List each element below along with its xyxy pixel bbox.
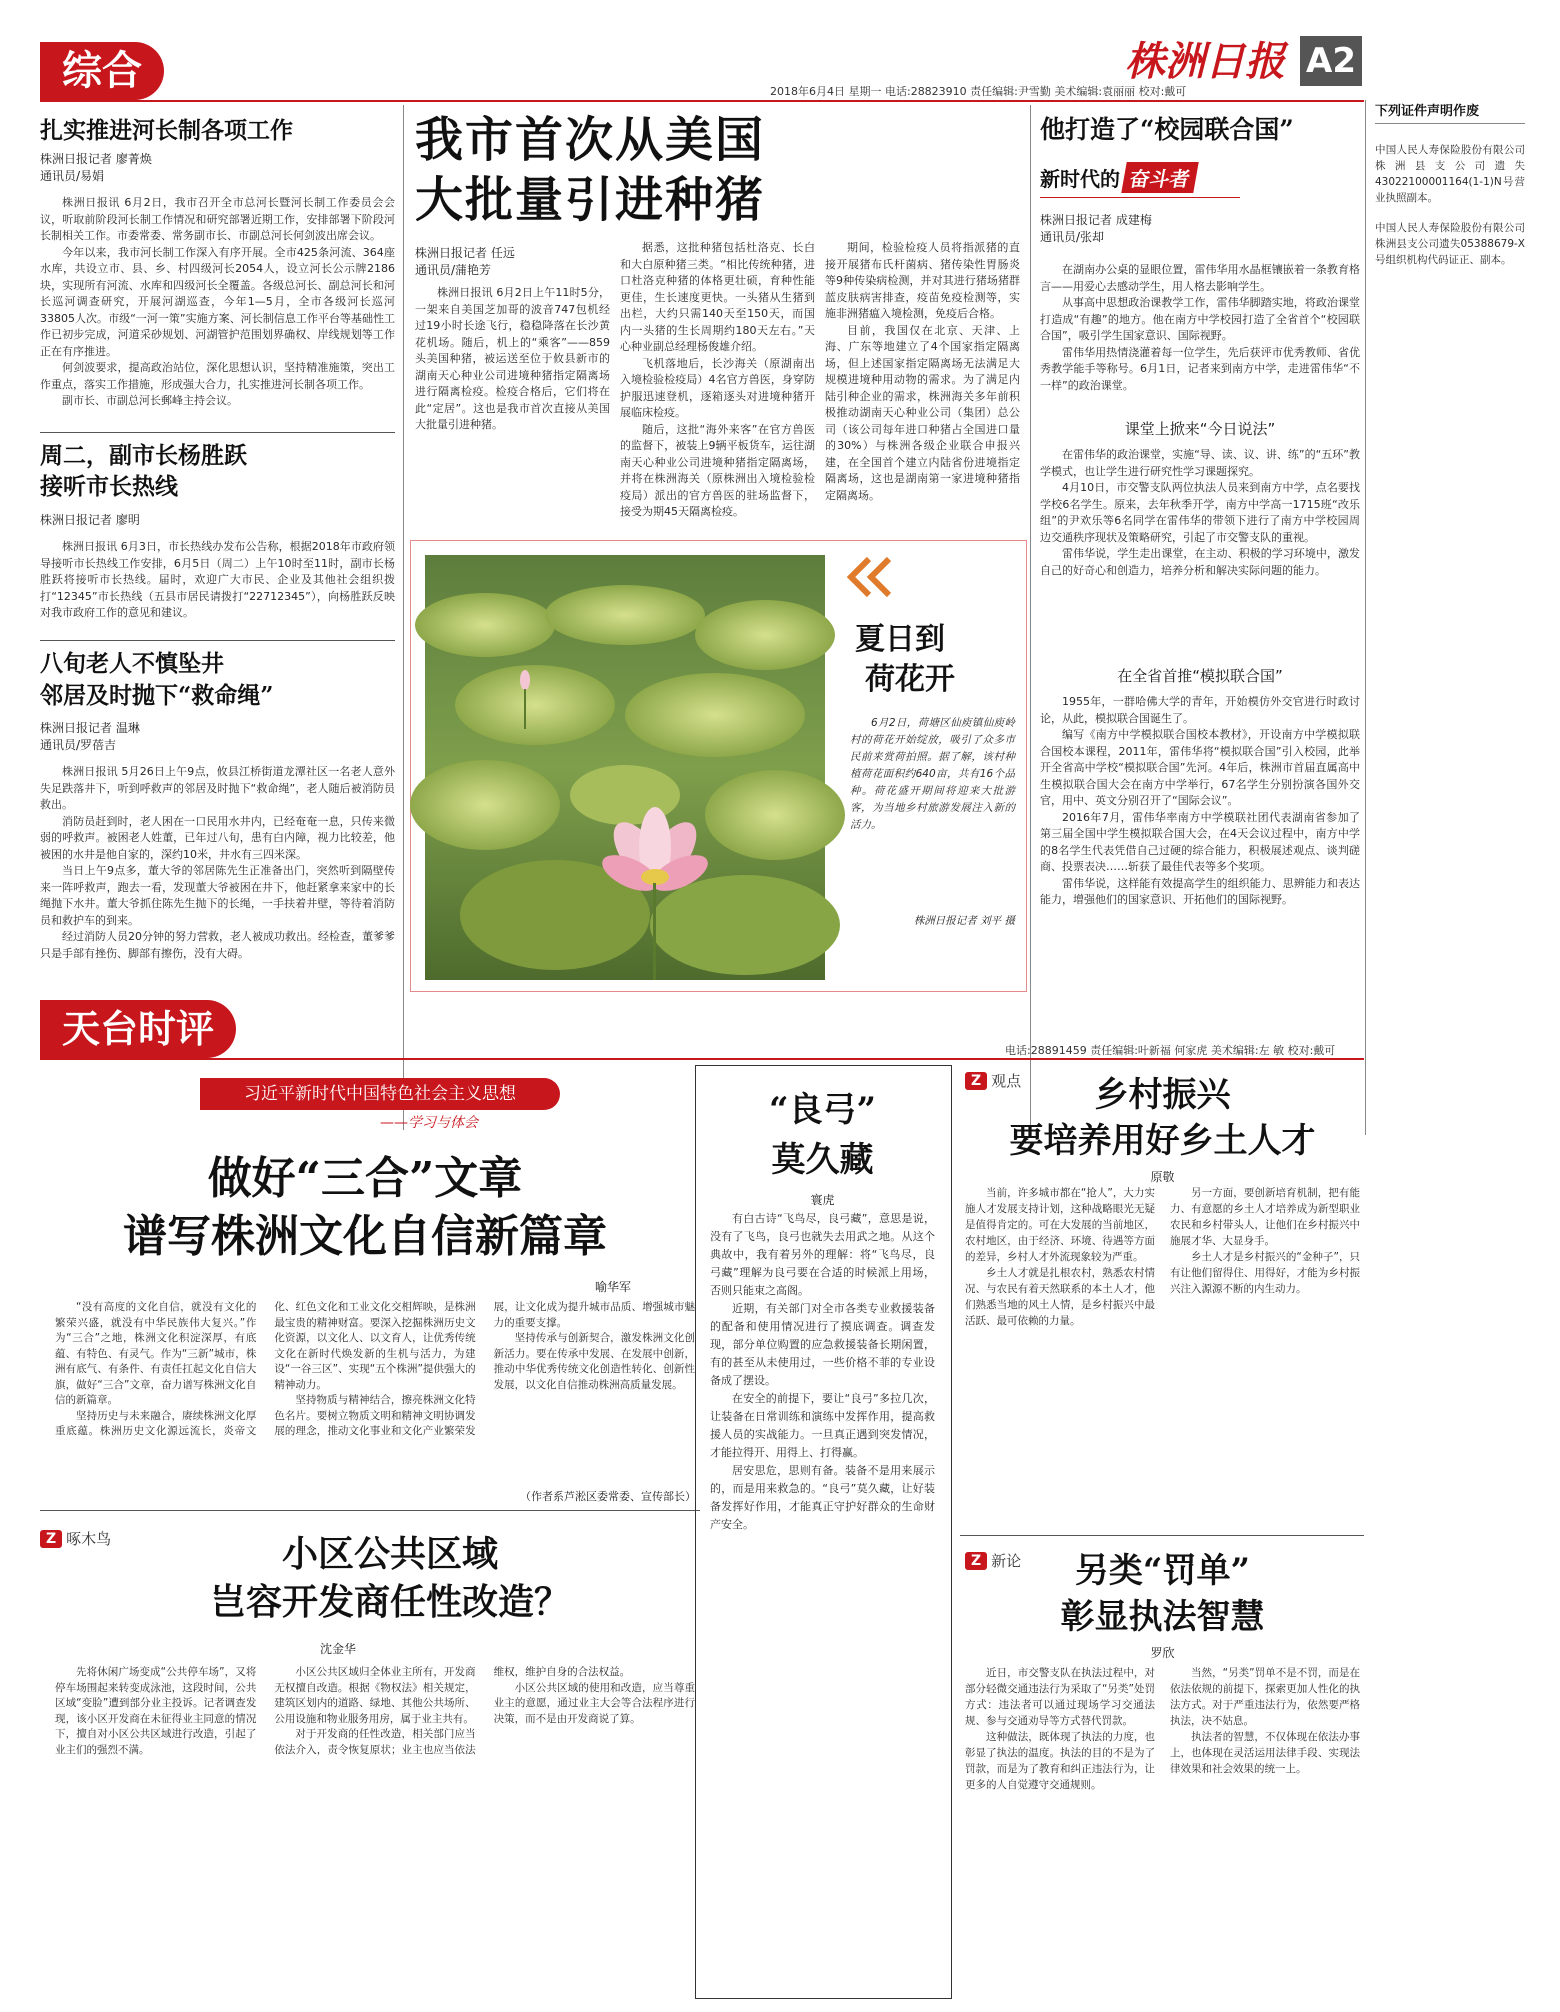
section-banner: 综合 — [40, 42, 164, 100]
article-body — [40, 195, 395, 427]
paragraph: 消防员赶到时，老人困在一口民用水井内，已经奄奄一息，只传来微弱的呼救声。被困老人姓董，已年过八旬，患有白内障，视力比较差，他被困的水井是他自家的，深约10米，井水有三四米深。 — [40, 814, 395, 861]
fine-headline — [965, 1548, 1360, 1661]
paragraph: 今年以来，我市河长制工作深入有序开展。全市425条河流、364座水库，共设立市、县、乡、村四级河长2054人，设立河长公示牌2186块，实现所有河流、水库和四级河长全覆盖。各级总河长、副总河长和河长巡河调查研究，开展河湖巡查，今年1—5月，全市各级河长巡河33805人次。市级“一河一策”实施方案、河长制信息工作平台等基础性工作已初步完成，河道采砂规划、河湖管护范围划界确权、岸线规划等工作正在有序推进。 — [40, 245, 395, 358]
headline: 岂容开发商任性改造？ — [209, 1581, 570, 1623]
column-label: 啄木鸟 — [66, 1530, 112, 1548]
paragraph: 雷伟华说，学生走出课堂，在主动、积极的学习环境中，激发自己的好奇心和创造力，培养分析和解决实际问题的能力。 — [1040, 547, 1360, 577]
theme-sub: ——学习与体会 — [380, 1115, 478, 1131]
paragraph: 在安全的前提下，要让“良弓”多拉几次，让装备在日常训练和演练中发挥作用，提高救援人员的实战能力。一旦真正遇到突发情况，才能拉得开、用得上、打得赢。 — [710, 1392, 935, 1459]
headline: 彰显执法智慧 — [1060, 1597, 1265, 1637]
byline: 株洲日报记者 廖明 — [40, 513, 140, 527]
photo-credit: 株洲日报记者 刘平 摄 — [913, 915, 1015, 927]
headline: 谱写株洲文化自信新篇章 — [123, 1211, 607, 1262]
paragraph: 编写《南方中学模拟联合国校本教材》，开设南方中学模拟联合国校本课程，2011年，雷伟华将“模拟联合国”引入校园，此举开全省高中学校“模拟联合国”先河。4年后，株洲市首届直属高中生模拟联合国大会在南方中学举行，67名学生分别扮演各国外交官，用中、英文分别召开了“国际会议”。 — [1040, 728, 1360, 807]
paragraph: 当日上午9点多，董大爷的邻居陈先生正准备出门，突然听到隔壁传来一阵呼救声，跑去一看，发现董大爷被困在井下，他赶紧拿来家中的长绳抛下水井。董大爷抓住陈先生抛下的长绳，一手扶着井壁，等待着消防员和救护车的到来。 — [40, 864, 395, 927]
article-river-chief — [40, 112, 395, 427]
paragraph: 1955年，一群哈佛大学的青年，开始模仿外交官进行时政讨论，从此，模拟联合国诞生了。 — [1040, 695, 1360, 725]
author: 沈金华 — [320, 1642, 357, 1656]
notice-box — [1375, 100, 1525, 268]
paragraph: 飞机落地后，长沙海关（原湖南出入境检验检疫局）4名官方兽医，身穿防护服迅速登机，逐箱逐头对进境种猪开展临床检疫。 — [620, 356, 815, 419]
lead-headline: 我市首次从美国 — [415, 112, 766, 168]
author: 罗欣 — [1150, 1646, 1175, 1660]
feature-tag: 新时代的 — [1040, 167, 1120, 191]
paragraph: 有白古诗“飞鸟尽，良弓藏”，意思是说，没有了飞鸟，良弓也就失去用武之地。从这个典故中，我有着另外的理解：将“飞鸟尽，良弓藏”理解为良弓要在合适的时候派上用场，否则只能束之高阁。 — [710, 1212, 935, 1297]
paragraph: 乡土人才就是扎根农村，熟悉农村情况、与农民有着天然联系的本土人才，他们熟悉当地的风土人情，是乡村振兴中最活跃、最可依赖的力量。 — [965, 1267, 1155, 1327]
headline: 周二，副市长杨胜跃 — [40, 442, 247, 469]
theme-banner: 习近平新时代中国特色社会主义思想 — [200, 1078, 560, 1110]
paragraph: 近日，市交警支队在执法过程中，对部分轻微交通违法行为采取了“另类”处罚方式：违法者可以通过现场学习交通法规、参与交通劝导等方式替代罚款。 — [965, 1667, 1155, 1727]
lotus-photo — [425, 555, 825, 980]
paragraph: 坚持历史与未来融合，赓续株洲文化厚重底蕴。株洲历史文化源远流长，炎帝文化、红色文化和工业文化交相辉映，是株洲最宝贵的精神财富。要深入挖掘株洲历史文化资源，以文化人、以文育人，让优秀传统文化在新时代焕发新的生机与活力，为建设“一谷三区”、实现“五个株洲”提供强大的精神动力。 — [55, 1301, 476, 1437]
byline: 通讯员/张却 — [1040, 230, 1105, 244]
lead-byline — [415, 245, 605, 279]
lead-headline: 大批量引进种猪 — [415, 172, 766, 228]
feature-tag-highlight: 奋斗者 — [1121, 162, 1198, 193]
page-number: A2 — [1300, 36, 1362, 86]
paragraph: 雷伟华用热情浇灌着每一位学生，先后获评市优秀教师、省优秀教学能手等称号。6月1日，记者来到南方中学，走进雷伟华“不一样”的政治课堂。 — [1040, 345, 1360, 392]
arrow-body — [710, 1210, 935, 1985]
lotus-title: 荷花开 — [865, 662, 955, 697]
fine-body — [965, 1665, 1360, 1995]
paragraph: 执法者的智慧，不仅体现在依法办事上，也体现在灵活运用法律手段、实现法律效果和社会效果的统一上。 — [1170, 1731, 1360, 1775]
headline: 乡村振兴 — [1094, 1075, 1231, 1115]
paragraph: 这种做法，既体现了执法的力度，也彰显了执法的温度。执法的目的不是为了罚款，而是为了教育和纠正违法行为，让更多的人自觉遵守交通规则。 — [965, 1731, 1155, 1791]
header-meta: 2018年6月4日 星期一 电话:28823910 责任编辑:尹雪勤 美术编辑:袁丽丽 校对:戴可 — [770, 85, 1187, 98]
paragraph: 当然，“另类”罚单不是不罚，而是在依法依规的前提下，探索更加人性化的执法方式。对于严重违法行为，依然要严格执法，决不姑息。 — [1170, 1667, 1360, 1727]
paragraph: 坚持传承与创新契合，激发株洲文化创新活力。要在传承中发展、在发展中创新，推动中华优秀传统文化创造性转化、创新性发展，以文化自信推动株洲高质量发展。 — [493, 1332, 695, 1391]
paragraph: 另一方面，要创新培育机制，把有能力、有意愿的乡土人才培养成为新型职业农民和乡村带头人，让他们在乡村振兴中施展才华、大显身手。 — [1170, 1187, 1360, 1247]
headline: 做好“三合”文章 — [207, 1153, 523, 1204]
paragraph: 居安思危，思则有备。装备不是用来展示的，而是用来救急的。“良弓”莫久藏，让好装备发挥好作用，才能真正守护好群众的生命财产安全。 — [710, 1464, 935, 1531]
arrow-headline — [700, 1085, 945, 1208]
paragraph: 在雷伟华的政治课堂，实施“导、读、议、讲、练”的“五环”教学模式，也让学生进行研究性学习课题探究。 — [1040, 448, 1360, 478]
article-body — [40, 539, 395, 629]
lotus-caption-block — [850, 715, 1015, 928]
paragraph: 据悉，这批种猪包括杜洛克、长白和大白原种猪三类。“相比传统种猪，进口杜洛克种猪的体格更壮硕，育种性能更佳，生长速度更快。一头猪从生猪到出栏，大约只需140天至150天，而国内一头猪的生长周期约180天左右。”天心种业副总经理杨俊雄介绍。 — [620, 241, 815, 353]
headline: “良弓” — [768, 1090, 877, 1130]
byline: 株洲日报记者 温琳 — [40, 721, 140, 735]
notice-body — [1375, 142, 1525, 268]
lead-col-2 — [620, 240, 815, 518]
paragraph: 经过消防人员20分钟的努力营救，老人被成功救出。经检查，董爹爹只是手部有挫伤、脚部有擦伤，没有大碍。 — [40, 930, 395, 960]
xi-body — [55, 1300, 695, 1485]
headline: 另类“罚单” — [1074, 1551, 1251, 1591]
author: 喻华军 — [595, 1280, 632, 1294]
lotus-title-block — [855, 620, 1015, 700]
section-banner-commentary: 天台时评 — [40, 1000, 236, 1058]
rural-body — [965, 1185, 1360, 1525]
paragraph: 坚持物质与精神结合，擦亮株洲文化特色名片。要树立物质文明和精神文明协调发展的理念，推动文化事业和文化产业繁荣发展，让文化成为提升城市品质、增强城市魅力的重要支撑。 — [274, 1301, 695, 1437]
byline: 通讯员/易娟 — [40, 169, 105, 183]
column-label: 观点 — [991, 1072, 1022, 1090]
paragraph: 小区公共区域归全体业主所有，开发商无权擅自改造。根据《物权法》相关规定，建筑区划内的道路、绿地、其他公共场所、公用设施和物业服务用房，属于业主共有。 — [274, 1666, 476, 1725]
paragraph: 株洲日报讯 6月2日上午11时5分，一架来自美国芝加哥的波音747包机经过19小时长途飞行，稳稳降落在长沙黄花机场。随后，机上的“乘客”——859头美国种猪，被运送至位于攸县新市的湖南天心种业公司进境种猪指定隔离场进行隔离检疫。检疫合格后，它们将在此“定居”。这也是我市首次直接从美国大批量引进种猪。 — [415, 286, 610, 431]
paragraph: 4月10日，市交警支队两位执法人员来到南方中学，点名要找学校6名学生。原来，去年秋季开学，南方中学高一1715班“改乐组”的尹欢乐等6名同学在雷伟华的带领下进行了南方中学校园周边交通秩序现状及策略研究，引起了市交警支队的重视。 — [1040, 481, 1360, 544]
paragraph: 乡土人才是乡村振兴的“金种子”，只有让他们留得住、用得好，才能为乡村振兴注入源源不断的内生动力。 — [1170, 1251, 1360, 1295]
paragraph: 目前，我国仅在北京、天津、上海、广东等地建立了4个国家指定隔离场，但上述国家指定隔离场无法满足大规模进境种用动物的需求。为了满足内陆引种企业的需求，株洲海关多年前积极推动湖南天心种业公司（集团）总公司（该公司每年进口种猪占全国进口量的30%）与株洲各级企业联合申报兴建，在全国首个建立内陆省份进境指定隔离场，这也是湖南第一家进境种猪指定隔离场。 — [825, 323, 1020, 502]
paragraph: “没有高度的文化自信，就没有文化的繁荣兴盛，就没有中华民族伟大复兴。”作为“三合”之地，株洲文化积淀深厚，有底蕴、有特色、有灵气。作为“三新”城市，株洲有底气、有条件、有责任扛起文化自信大旗，做好“三合”文章，奋力谱写株洲文化自信的新篇章。 — [55, 1301, 257, 1406]
byline: 株洲日报记者 廖菁焕 — [40, 152, 152, 166]
paper-logo: 株洲日报 — [1125, 38, 1285, 85]
article-campus — [1040, 110, 1360, 994]
byline: 株洲日报记者 任远 — [415, 246, 515, 260]
subheading: 在全省首推“模拟联合国” — [1117, 667, 1283, 685]
notice-title: 下列证件声明作废 — [1375, 100, 1525, 124]
headline: 莫久藏 — [771, 1140, 874, 1180]
lead-headline-block — [415, 110, 815, 230]
headline: 邻居及时抛下“救命绳” — [40, 682, 274, 709]
paragraph: 株洲日报讯 6月2日，我市召开全市总河长暨河长制工作委员会会议，听取前阶段河长制工作情况和研究部署近期工作，安排部署下阶段河长制相关工作。市委常委、常务副市长、市副总河长何剑波出席会议。 — [40, 196, 395, 242]
notice-item: 中国人民人寿保险股份有限公司株洲县支公司遗失43022100001164(1-1)N号营业执照副本。 — [1375, 144, 1525, 204]
byline: 通讯员/蒲艳芳 — [415, 263, 492, 277]
author: 寰虎 — [810, 1193, 835, 1207]
paragraph: 近期，有关部门对全市各类专业救援装备的配备和使用情况进行了摸底调查。调查发现，部分单位购置的应急救援装备长期闲置，有的甚至从未使用过，一些价格不菲的专业设备成了摆设。 — [710, 1302, 935, 1387]
headline: 扎实推进河长制各项工作 — [40, 117, 293, 144]
paragraph: 副市长、市副总河长郵峰主持会议。 — [62, 394, 238, 407]
paragraph: 雷伟华说，这样能有效提高学生的组织能力、思辨能力和表达能力，增强他们的国家意识、开拓他们的国际视野。 — [1040, 876, 1360, 906]
byline: 株洲日报记者 成建梅 — [1040, 213, 1152, 227]
paragraph: 小区公共区域的使用和改造，应当尊重业主的意愿，通过业主大会等合法程序进行决策，而不是由开发商说了算。 — [493, 1681, 695, 1725]
author: 原敬 — [1150, 1170, 1175, 1184]
subheading: 课堂上掀来“今日说法” — [1124, 420, 1276, 438]
paragraph: 当前，许多城市都在“抢人”，大力实施人才发展支持计划，这种战略眼光无疑是值得肯定的。可在大发展的当前地区，农村地区，由于经济、环境、待遇等方面的差异，乡村人才外流现象较为严重。 — [965, 1187, 1155, 1263]
paragraph: 先将休闲广场变成“公共停车场”，又将停车场围起来转变成泳池，这段时间，公共区域“变脸”遭到部分业主投诉。记者调查发现，该小区开发商在未征得业主同意的情况下，擅自对小区公共区域进行改造，引起了业主们的强烈不满。 — [55, 1666, 257, 1756]
headline: 小区公共区域 — [281, 1533, 498, 1575]
paragraph: 随后，这批“海外来客”在官方兽医的监督下，被装上9辆平板货车，运往湖南天心种业公司进境种猪指定隔离场，并将在株洲海关（原株洲出入境检验检疫局）派出的官方兽医的驻场监督下，接受为期45天隔离检疫。 — [620, 422, 815, 518]
paragraph: 从事高中思想政治课教学工作，雷伟华脚踏实地，将政治课堂打造成“有趣”的地方。他在南方中学校园打造了全省首个“校园联合国”，吸引学生国家意识、国际视野。 — [1040, 296, 1360, 342]
z-badge: Z — [965, 1552, 987, 1570]
chevron-icon — [845, 555, 895, 604]
paragraph: 期间，检验检疫人员将指派猪的直接开展猪布氏杆菌病、猪传染性胃肠炎等9种传染病检测，并对其进行猪场猪群蓝皮肤病害排查，疫苗免疫检测等，实施非洲猪瘟入境检测，免疫后合格。 — [825, 241, 1020, 320]
author-note: （作者系芦淞区委常委、宣传部长） — [520, 1490, 696, 1503]
byline: 通讯员/罗蓓吉 — [40, 738, 117, 752]
paragraph: 株洲日报讯 5月26日上午9点，攸县江桥街道龙潭社区一名老人意外失足跌落井下，听到呼救声的邻居及时抛下“救命绳”，老人随后被消防员救出。 — [40, 765, 395, 811]
lead-col-1 — [415, 285, 610, 475]
notice-item: 中国人民人寿保险股份有限公司株洲县支公司遗失05388679-X号组织机构代码证正、副本。 — [1375, 222, 1525, 266]
community-headline — [90, 1530, 690, 1626]
paragraph: 何剑波要求，提高政治站位，深化思想认识，坚持精准施策，突出工作重点，落实工作措施，形成强大合力，扎实推进河长制各项工作。 — [40, 361, 395, 391]
paragraph: 对于开发商的任性改造，相关部门应当依法介入，责令恢复原状；业主也应当依法维权，维护自身的合法权益。 — [274, 1666, 631, 1756]
headline: 要培养用好乡土人才 — [1009, 1121, 1316, 1161]
paragraph: 在湖南办公桌的显眼位置，雷伟华用水晶框镶嵌着一条教育格言——用爱心去感动学生，用人格去影响学生。 — [1040, 263, 1360, 293]
lead-col-3 — [825, 240, 1020, 502]
headline: 接听市长热线 — [40, 473, 178, 500]
community-body — [55, 1665, 695, 1995]
lotus-caption: 6月2日，荷塘区仙庾镇仙庾岭村的荷花开始绽放，吸引了众多市民前来赏荷拍照。据了解，该村种植荷花面积约640亩，共有16个品种。荷花盛开期间将迎来大批游客，为当地乡村旅游发展注入新的活力。 — [850, 717, 1015, 831]
paragraph: 株洲日报讯 6月3日，市长热线办发布公告称，根据2018年市政府领导接听市长热线工作安排，6月5日（周二）上午10时至11时，副市长杨胜跃将接听市长热线。届时，欢迎广大市民、企业及其他社会组织拨打“12345”市长热线（五县市居民请拨打“22712345”），向杨胜跃反映对我市政府工作的意见和建议。 — [40, 540, 395, 619]
z-badge: Z — [40, 1530, 62, 1548]
column-label: 新论 — [991, 1552, 1022, 1570]
paragraph: 2016年7月，雷伟华率南方中学模联社团代表湖南省参加了第三届全国中学生模拟联合国大会，在4天会议过程中，南方中学的8名学生代表凭借自己过硬的综合能力，积极展述观点、谈判磋商、投票表决……斩获了最佳代表等多个奖项。 — [1040, 810, 1360, 873]
z-badge: Z — [965, 1072, 987, 1090]
section-meta: 电话:28891459 责任编辑:叶新福 何家虎 美术编辑:左 敏 校对:戴可 — [1005, 1044, 1336, 1057]
xi-headline — [40, 1150, 690, 1266]
lotus-title: 夏日到 — [855, 622, 945, 657]
headline: 他打造了“校园联合国” — [1040, 115, 1294, 144]
headline: 八旬老人不慎坠井 — [40, 650, 224, 677]
rural-headline — [965, 1072, 1360, 1185]
article-hotline — [40, 440, 395, 629]
